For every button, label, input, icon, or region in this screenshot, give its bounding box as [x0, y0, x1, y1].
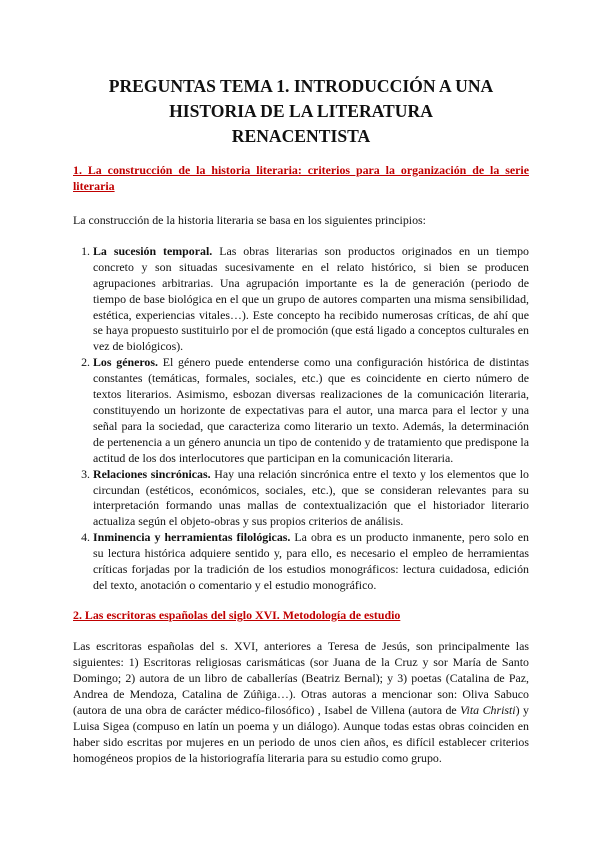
principle-item: [93, 467, 529, 531]
title-line-2: HISTORIA DE LA LITERATURA: [169, 101, 433, 121]
vita-christi-title: Vita Christi: [460, 702, 516, 717]
section-1-heading: 1. La construcción de la historia literaria: criterios para la organización de la serie literaria: [73, 163, 529, 193]
principle-text: La obra es un producto inmanente, pero solo en su lectura histórica adquiere sentido y, para ello, es necesario el empleo de herramientas críticas forjadas por la tradición de los estudios monográficos: lectura cuidadosa, edición del texto, anotación o comentario y el estudio monográfico.: [93, 530, 529, 592]
section-2-heading: 2. Las escritoras españolas del siglo XVI. Metodología de estudio: [73, 607, 401, 622]
document-title: [73, 74, 529, 149]
section-2-text-part-1: Las escritoras españolas del s. XVI, anteriores a Teresa de Jesús, son principalmente las siguientes: 1) Escritoras religiosas carismáticas (sor Juana de la Cruz y sor María de Santo Domingo; 2) autora de un libro de caballerías (Beatriz Bernal); y 3) poetas (Catalina de Paz, Andrea de Mendoza, Catalina de Zúñiga…). Otras autoras a mencionar son: Oliva Sabuco (autora de una obra de carácter médico-filosófico) , Isabel de Villena (autora de: [73, 639, 529, 717]
section-2-paragraph: [73, 639, 529, 766]
principles-list: [73, 244, 529, 594]
principle-term: La sucesión temporal.: [93, 243, 213, 258]
section-1-intro: La construcción de la historia literaria se basa en los siguientes principios:: [73, 213, 426, 227]
principle-term: Los géneros.: [93, 355, 158, 370]
principle-text: Hay una relación sincrónica entre el texto y los elementos que lo circundan (estéticos, económicos, sociales, etc.), que se consideran relevantes para su interpretación formando unas mallas de contextualización que el historiador literario actualiza según el objeto-obras y sus propios criterios de análisis.: [93, 466, 529, 529]
principle-item: [93, 530, 529, 594]
section-2-text-part-2: ) y Luisa Sigea (compuso en latín un poema y un diálogo). Aunque todas estas obras coinciden en haber sido escritas por mujeres en un periodo de unos cien años, es difícil establecer criterios homogéneos propios de la historiografía literaria para su estudio como grupo.: [73, 702, 529, 765]
title-line-3: RENACENTISTA: [231, 126, 371, 146]
title-line-1: PREGUNTAS TEMA 1. INTRODUCCIÓN A UNA: [108, 76, 494, 96]
principle-term: Inminencia y herramientas filológicas.: [93, 530, 291, 545]
document-page: [73, 74, 529, 782]
principle-item: [93, 355, 529, 466]
principle-item: [93, 244, 529, 355]
principle-text: El género puede entenderse como una configuración histórica de distintas constantes (temáticas, formales, sociales, etc.) que es coincidente en cierto número de textos literarios. Asimismo, esbozan diversas realizaciones de la comunicación literaria, constituyendo un horizonte de expectativas para el autor, una marca para el lector y una señal para la sociedad, que caracteriza como literario un texto. Además, la determinación de pertenencia a un género anuncia un tipo de contenido y de tratamiento que predispone la actitud de los dos interlocutores que participan en la comunicación literaria.: [93, 355, 530, 465]
principle-text: Las obras literarias son productos originados en un tiempo concreto y son situadas sucesivamente en el relato histórico, si bien se producen agrupaciones arbitrarias. Una agrupación importante es la de generación (periodo de tiempo de base biológica en el que un grupo de autores comparten una misma sensibilidad, estética, experiencias vitales…). Este concepto ha recibido numerosas críticas, de ahí que se haya propuesto sustituirlo por el de promoción (que está ligado a conceptos culturales en vez de biológicos).: [93, 243, 529, 354]
principle-term: Relaciones sincrónicas.: [93, 466, 211, 481]
